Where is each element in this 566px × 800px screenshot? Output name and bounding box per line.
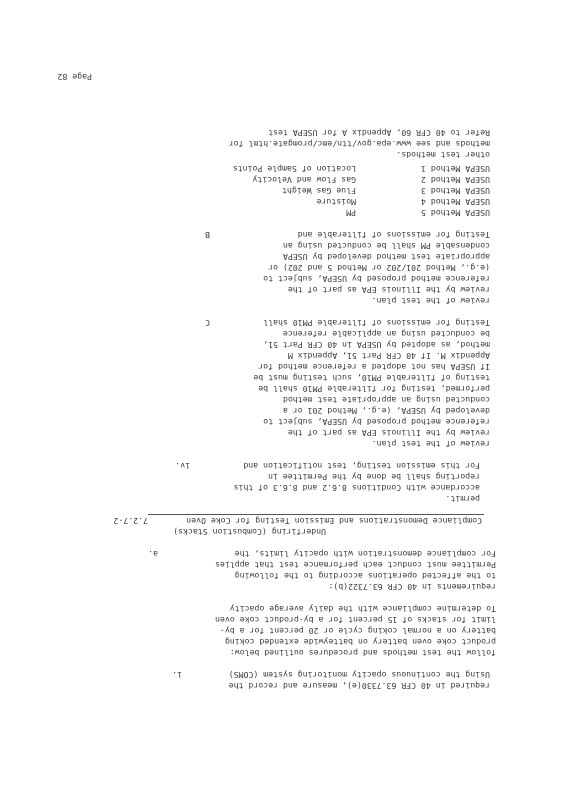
table-cell: Location of Sample Points	[232, 164, 356, 174]
body-line: method, as adopted by USEPA in 40 CFR Part 51,	[263, 340, 490, 350]
body-line: reference method proposed by USEPA, subject to	[263, 274, 490, 284]
body-line: conducted using an appropriate test method	[282, 395, 490, 405]
body-line: battery on a normal coking cycle or 20 percent for a by-	[219, 626, 496, 636]
body-line: requirements in 40 CFR 63.7322(b):	[328, 582, 496, 592]
item-marker: iv.	[175, 461, 190, 471]
body-line: reference method proposed by USEPA, subject to	[263, 417, 490, 427]
body-line: be conducted using an applicable reference	[282, 329, 490, 339]
body-line: review by the Illinois EPA as part of the	[287, 428, 490, 438]
section-number: 7.2.7-2	[113, 516, 148, 526]
body-line: review of the test plan.	[371, 296, 490, 306]
page-number: Page 82	[57, 72, 92, 82]
body-line: Appendix M. If 40 CFR Part 51, Appendix M	[287, 351, 490, 361]
table-cell: PM	[346, 208, 356, 218]
body-line: permit.	[445, 494, 480, 504]
body-line: accordance with Conditions 8.6.2 and 8.6.3 of this	[233, 483, 480, 493]
item-marker: C	[205, 318, 210, 328]
body-line: (e.g., Method 201/202 or Method 5 and 202) or	[268, 263, 490, 273]
body-line: review of the test plan.	[371, 439, 490, 449]
table-cell: USEPA Method 1	[420, 164, 490, 174]
table-cell: USEPA Method 3	[420, 186, 490, 196]
body-line: Testing for emissions of filterable PM10 shall	[263, 318, 490, 328]
table-cell: USEPA Method 4	[420, 197, 490, 207]
body-line: product coke oven battery on batteywide extended coking	[224, 637, 496, 647]
body-line: follow the test methods and procedures outlined below:	[229, 648, 496, 658]
body-line: required in 40 CFR 63.7330(e), measure and record the	[228, 681, 490, 691]
body-line: Testing for emissions of filterable and	[297, 230, 490, 240]
body-line: appropriate test method developed by USEPA	[282, 252, 490, 262]
body-line: Permittee must conduct each performance test that applies	[215, 560, 496, 570]
section-heading: Compliance Demonstrations and Emission Testing for Coke Oven	[186, 516, 482, 526]
body-line: methods and see www.epa.gov/ttn/emc/promgate.html for	[228, 139, 490, 149]
body-line: review by the Illinois EPA as part of the	[287, 285, 490, 295]
body-line: testing of filterable PM10, such testing must be	[253, 373, 490, 383]
body-line: For this emission testing, test notification and	[243, 461, 480, 471]
body-line: condensable PM shall be conducted using an	[282, 241, 490, 251]
body-line: If USEPA has not adopted a reference method for	[258, 362, 490, 372]
body-line: Using the continuous opacity monitoring system (COMS)	[228, 670, 490, 680]
table-cell: USEPA Method 2	[420, 175, 490, 185]
body-line: to the affected operations according to the following	[234, 571, 496, 581]
table-cell: Gas Flow and Velocity	[252, 175, 356, 185]
table-cell: USEPA Method 5	[420, 208, 490, 218]
body-line: performed, testing for filterable PM10 shall be	[258, 384, 490, 394]
body-line: reporting shall be done by the Permittee in	[268, 472, 480, 482]
body-line: other test methods.	[396, 150, 490, 160]
body-line: Refer to 40 CFR 60, Appendix A for USEPA test	[268, 128, 490, 138]
section-heading: Underfiring (Combustion Stacks)	[173, 527, 326, 537]
body-line: developed by USEPA, (e.g., Method 201 or a	[282, 406, 490, 416]
item-marker: i.	[172, 670, 182, 680]
table-cell: Moisture	[316, 197, 356, 207]
item-marker: B	[205, 230, 210, 240]
table-cell: Flue Gas Weight	[282, 186, 356, 196]
body-line: To determine compliance with the daily average opacity	[229, 604, 496, 614]
item-marker: a.	[148, 549, 158, 559]
body-line: limit for stacks of 15 percent for a by-product coke oven	[215, 615, 496, 625]
body-line: For compliance demonstration with opacity limits, the	[234, 549, 496, 559]
